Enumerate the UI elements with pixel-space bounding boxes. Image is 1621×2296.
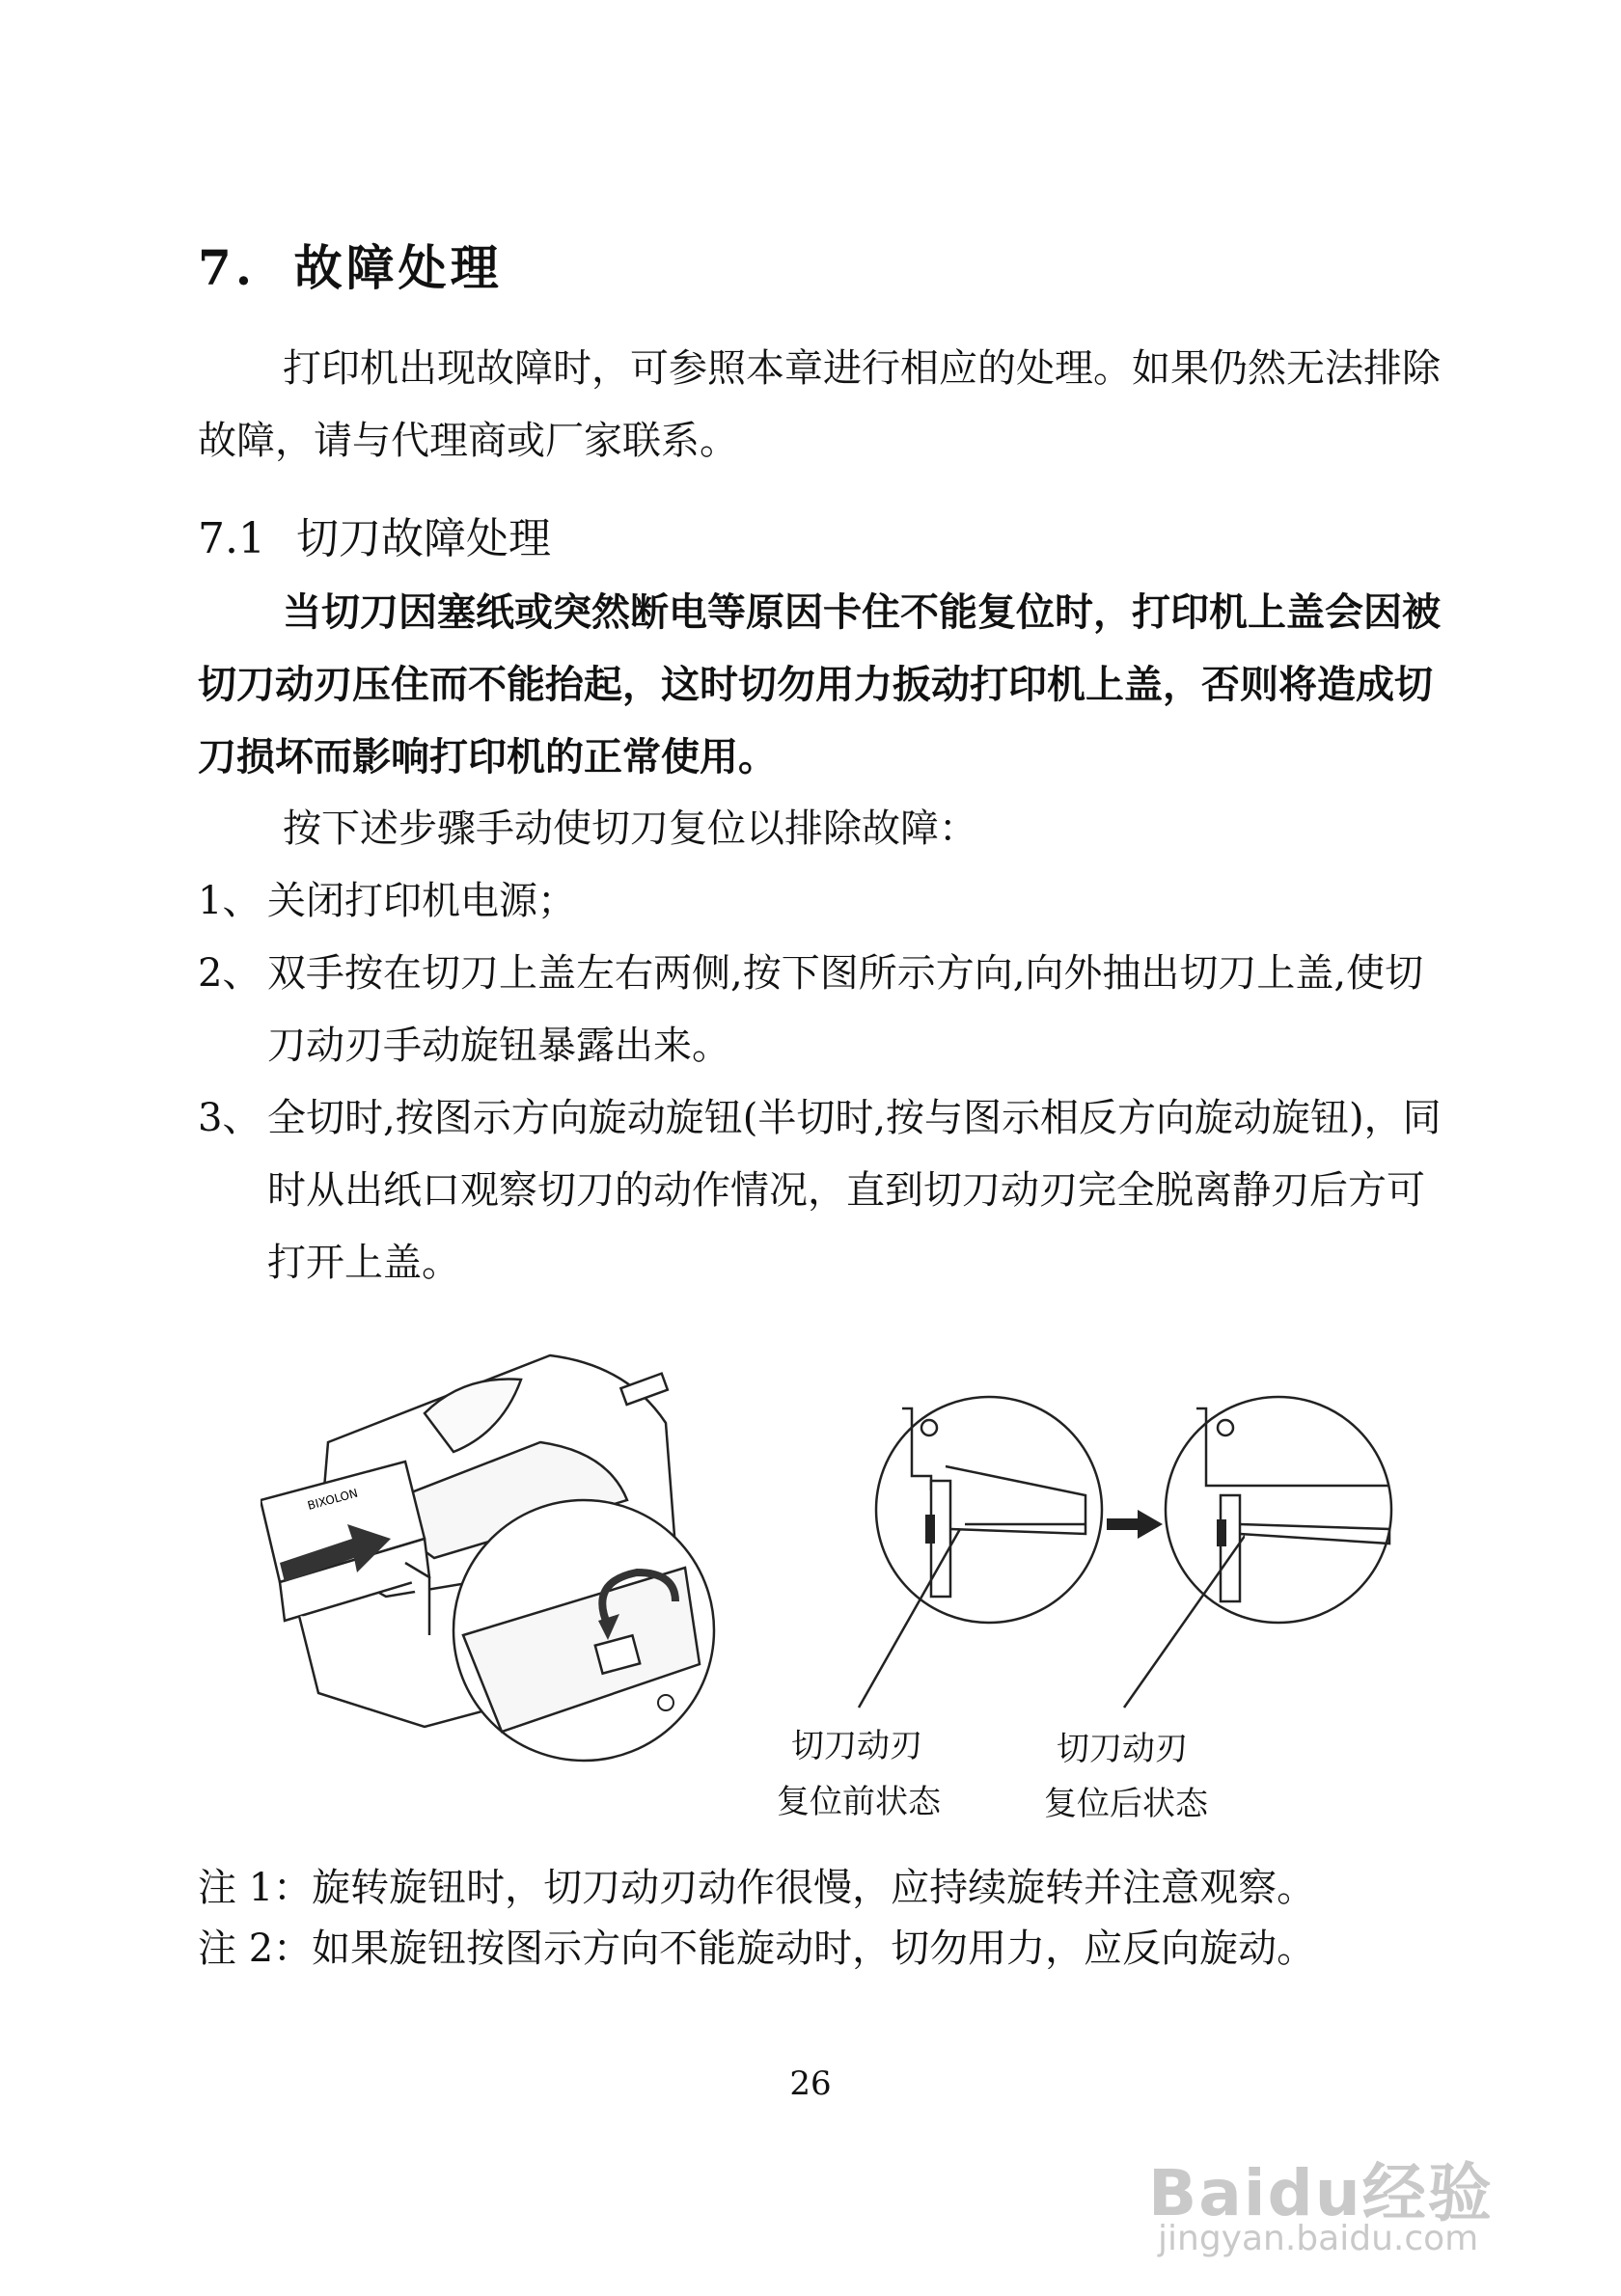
steps-intro: 按下述步骤手动使切刀复位以排除故障： bbox=[283, 806, 977, 851]
step-2-text: 双手按在切刀上盖左右两侧,按下图所示方向,向外抽出切刀上盖,使切刀动刃手动旋钮暴露出来。 bbox=[267, 951, 1424, 1068]
section-title bbox=[198, 504, 551, 565]
warning-paragraph: 当切刀因塞纸或突然断电等原因卡住不能复位时，打印机上盖会因被切刀动刃压住而不能抬起，这时切勿用力扳动打印机上盖，否则将造成切刀损坏而影响打印机的正常使用。 bbox=[198, 589, 1441, 779]
chapter-title bbox=[198, 230, 503, 299]
watermark-url: jingyan.baidu.com bbox=[1158, 2219, 1479, 2258]
printer-brand-label: BIXOLON bbox=[306, 1486, 360, 1513]
note-2: 注 2：如果旋钮按图示方向不能旋动时，切勿用力，应反向旋动。 bbox=[198, 1927, 1316, 1971]
step-3-number: 3、 bbox=[198, 1096, 261, 1140]
section-heading: 切刀故障处理 bbox=[295, 514, 551, 563]
chapter-number: 7. bbox=[198, 239, 257, 296]
section-number: 7.1 bbox=[198, 514, 265, 563]
step-1-number: 1、 bbox=[198, 879, 261, 923]
step-3-text: 全切时,按图示方向旋动旋钮(半切时,按与图示相反方向旋动旋钮)，同时从出纸口观察切刀的动作情况，直到切刀动刃完全脱离静刃后方可打开上盖。 bbox=[267, 1096, 1442, 1285]
caption-before-line-2: 复位前状态 bbox=[777, 1783, 941, 1821]
caption-after-line-2: 复位后状态 bbox=[1044, 1785, 1208, 1823]
printer-cover-illustration bbox=[261, 1346, 733, 1770]
caption-pointer-lines bbox=[839, 1524, 1245, 1717]
page-number: 26 bbox=[789, 2064, 832, 2103]
caption-before-line-1: 切刀动刃 bbox=[791, 1727, 922, 1765]
note-1: 注 1：旋转旋钮时，切刀动刃动作很慢，应持续旋转并注意观察。 bbox=[198, 1866, 1316, 1910]
caption-after-line-1: 切刀动刃 bbox=[1057, 1730, 1188, 1768]
step-1-text: 关闭打印机电源； bbox=[267, 879, 576, 923]
intro-paragraph: 打印机出现故障时，可参照本章进行相应的处理。如果仍然无法排除故障，请与代理商或厂家联系。 bbox=[198, 346, 1441, 463]
chapter-heading: 故障处理 bbox=[293, 239, 503, 296]
watermark-brand: Baidu经验 bbox=[1148, 2156, 1494, 2230]
step-2-number: 2、 bbox=[198, 951, 261, 996]
